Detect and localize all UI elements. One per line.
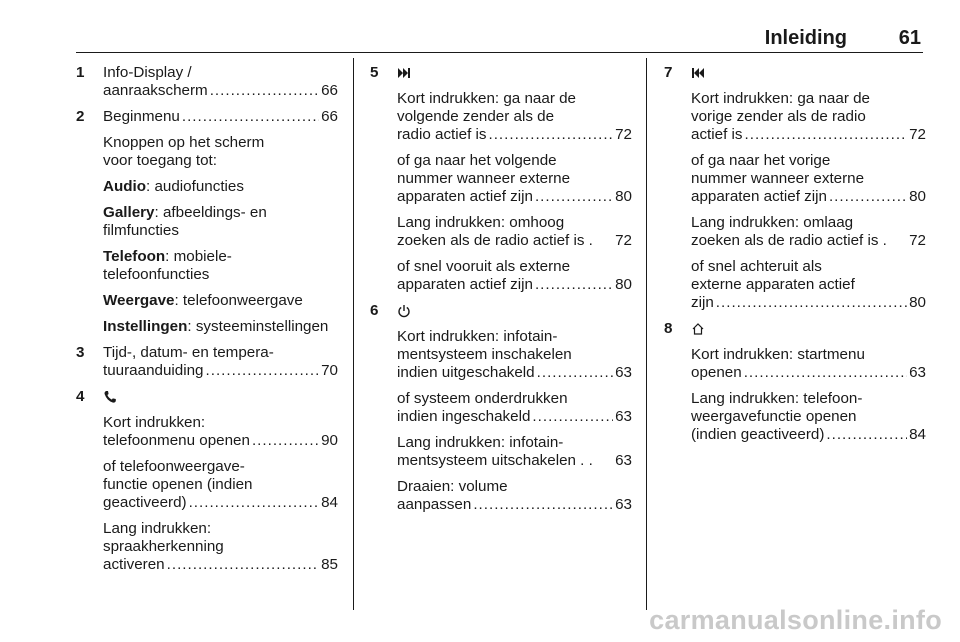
- index-entry: activeren ..... 85: [103, 556, 338, 574]
- page-number: 61: [898, 27, 921, 49]
- column-divider-2: [646, 58, 647, 610]
- page-reference: 84: [321, 494, 338, 511]
- index-entry: tuuraanduiding ..... 70: [103, 362, 338, 380]
- definition-gallery: Gallery: afbeeldings- en filmfuncties: [103, 204, 267, 239]
- page-reference: 66: [321, 82, 338, 99]
- page-reference: 63: [615, 496, 632, 513]
- item-number: 5: [370, 64, 379, 81]
- list-item-3: 3 Tijd-, datum- en tempera- tuuraanduiding ..... 70: [76, 344, 338, 380]
- page-reference: 72: [909, 126, 926, 143]
- page-reference: 72: [615, 126, 632, 143]
- definition-instellingen: Instellingen: systeeminstellingen: [103, 318, 329, 335]
- watermark: carmanualsonline.info: [649, 605, 942, 635]
- power-icon: [397, 304, 411, 318]
- item-number: 7: [664, 64, 673, 81]
- index-entry: apparaten actief zijn ..... 80: [397, 276, 632, 294]
- phone-handset-icon: [103, 390, 117, 404]
- list-item-2: [76, 108, 338, 336]
- index-entry: mentsysteem uitschakelen . . 63: [397, 452, 632, 469]
- index-entry: indien ingeschakeld ..... 63: [397, 408, 632, 426]
- list-item-6: 6 Kort indrukken: infotain- mentsysteem inschakelen indien uitgeschakeld ..... 63 of systeem onderdrukken indien ingeschakeld ..... 63 Lang indrukken: infotain- mentsysteem uitschakelen . . 63 Draaien: volume aanpassen ..... 63: [370, 302, 632, 514]
- page-header: [76, 0, 923, 53]
- definition-telefoon: Telefoon: mobiele- telefoonfuncties: [103, 248, 232, 283]
- description: Knoppen op het scherm voor toegang tot:: [103, 134, 265, 169]
- index-entry: aanpassen ..... 63: [397, 496, 632, 514]
- page-reference: 90: [321, 432, 338, 449]
- page-reference: 80: [909, 294, 926, 311]
- index-entry: indien uitgeschakeld ..... 63: [397, 364, 632, 382]
- item-number: 2: [76, 108, 85, 125]
- page-reference: 70: [321, 362, 338, 379]
- item-number: 3: [76, 344, 85, 361]
- page-reference: 85: [321, 556, 338, 573]
- list-item-1: [76, 64, 338, 100]
- index-entry: telefoonmenu openen ..... 90: [103, 432, 338, 450]
- page-reference: 80: [615, 188, 632, 205]
- index-entry: apparaten actief zijn ..... 80: [397, 188, 632, 206]
- index-entry: (indien geactiveerd) ..... 84: [691, 426, 926, 444]
- index-entry: zijn ..... 80: [691, 294, 926, 312]
- item-number: 1: [76, 64, 85, 81]
- previous-track-icon: [691, 66, 705, 80]
- page-reference: 80: [615, 276, 632, 293]
- list-item-5: 5 Kort indrukken: ga naar de volgende zender als de radio actief is ..... 72 of ga naar het volgende nummer wanneer externe apparaten actief zijn ..... 80 Lang indrukken: omhoog zoeken als de radio actief is . 72 of snel vooruit als externe apparaten actief zijn ..... 80: [370, 64, 632, 294]
- page-reference: 72: [909, 232, 926, 249]
- page-reference: 63: [615, 408, 632, 425]
- index-entry: aanraakscherm ..... 66: [103, 82, 338, 100]
- column-2: [370, 64, 632, 522]
- list-item-8: 8 Kort indrukken: startmenu openen ..... 63 Lang indrukken: telefoon- weergavefunctie openen (indien geactiveerd) ..... 84: [664, 320, 926, 444]
- index-entry: apparaten actief zijn ..... 80: [691, 188, 926, 206]
- column-1: [76, 64, 338, 582]
- page-reference: 63: [615, 364, 632, 381]
- column-divider-1: [353, 58, 354, 610]
- home-menu-icon: [691, 322, 705, 336]
- page-reference: 66: [321, 108, 338, 125]
- item-number: 6: [370, 302, 379, 319]
- index-entry: openen ..... 63: [691, 364, 926, 382]
- column-3: [664, 64, 926, 452]
- next-track-icon: [397, 66, 411, 80]
- page-reference: 80: [909, 188, 926, 205]
- definition-weergave: Weergave: telefoonweergave: [103, 292, 303, 309]
- index-entry: zoeken als de radio actief is . 72: [397, 232, 632, 249]
- item-number: 4: [76, 388, 85, 405]
- page-reference: 63: [909, 364, 926, 381]
- item-text: Info-Display /: [103, 64, 192, 81]
- index-entry: actief is ..... 72: [691, 126, 926, 144]
- index-entry: radio actief is ..... 72: [397, 126, 632, 144]
- list-item-4: 4 Kort indrukken: telefoonmenu openen ..... 90 of telefoonweergave- functie openen (indien geactiveerd) ..... 84 Lang indrukken: spraakherkenning activeren ..... 85: [76, 388, 338, 574]
- page-reference: 84: [909, 426, 926, 443]
- page-reference: 72: [615, 232, 632, 249]
- page-title: Inleiding: [764, 27, 847, 49]
- index-entry: zoeken als de radio actief is . 72: [691, 232, 926, 249]
- page-reference: 63: [615, 452, 632, 469]
- definition-audio: Audio: audiofuncties: [103, 178, 244, 195]
- index-entry: geactiveerd) ..... 84: [103, 494, 338, 512]
- index-entry: Beginmenu ..... 66: [103, 108, 338, 126]
- item-number: 8: [664, 320, 673, 337]
- list-item-7: 7 Kort indrukken: ga naar de vorige zender als de radio actief is ..... 72 of ga naar het vorige nummer wanneer externe apparaten actief zijn ..... 80 Lang indrukken: omlaag zoeken als de radio actief is . 72 of snel achteruit als externe apparaten actief zijn ..... 80: [664, 64, 926, 312]
